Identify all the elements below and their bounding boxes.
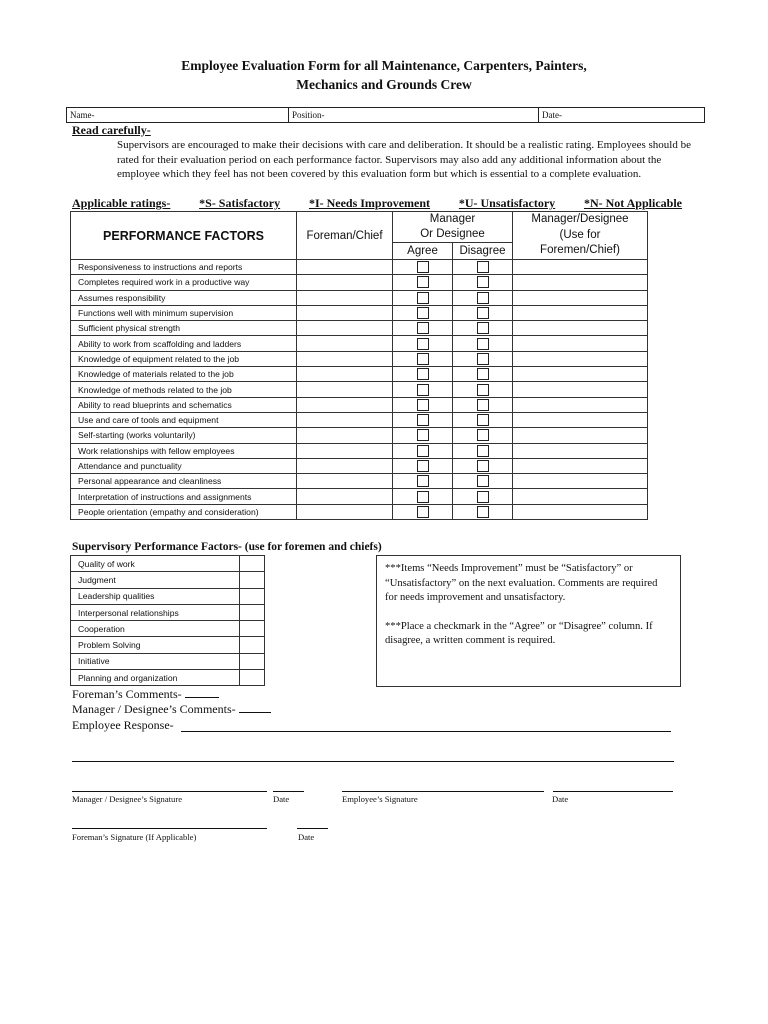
col-header-factors: PERFORMANCE FACTORS [71,212,297,260]
table-row [71,321,648,336]
factor-label: Ability to work from scaffolding and ladders [71,336,297,351]
agree-checkbox[interactable] [417,475,429,487]
agree-cell [393,428,453,443]
agree-checkbox[interactable] [417,261,429,273]
disagree-cell [453,504,513,519]
table-row [71,351,648,366]
foreman-rating-cell[interactable] [297,474,393,489]
col-header-manager-designee [513,212,648,260]
foreman-signature-line[interactable] [72,828,267,829]
disagree-cell [453,412,513,427]
factor-label: Work relationships with fellow employees [71,443,297,458]
agree-cell [393,275,453,290]
disagree-checkbox[interactable] [477,307,489,319]
col-header-manager-line2: Or Designee [420,228,485,240]
supervisory-factor-label: Initiative [71,653,240,669]
foreman-rating-cell[interactable] [297,260,393,275]
disagree-cell [453,351,513,366]
agree-checkbox[interactable] [417,338,429,350]
factor-label: Sufficient physical strength [71,321,297,336]
manager-comments-line[interactable] [239,702,271,713]
manager-rating-cell[interactable] [513,428,648,443]
ratings-label: Applicable ratings- [72,196,171,210]
agree-cell [393,321,453,336]
table-row [71,260,648,275]
agree-checkbox[interactable] [417,429,429,441]
disagree-cell [453,443,513,458]
performance-factors-body [71,260,648,520]
performance-factors-table [70,211,648,520]
foreman-date-line[interactable] [297,828,328,829]
agree-cell [393,458,453,473]
ratings-legend [72,196,682,211]
agree-cell [393,336,453,351]
foreman-rating-cell[interactable] [297,428,393,443]
supervisory-rating-cell[interactable] [240,621,265,637]
agree-cell [393,489,453,504]
agree-cell [393,443,453,458]
note-checkmark: ***Place a checkmark in the “Agree” or “Disagree” column. If disagree, a written comment is required. [385,620,653,646]
employee-signature-label: Employee’s Signature [342,794,418,804]
manager-rating-cell[interactable] [513,305,648,320]
agree-checkbox[interactable] [417,506,429,518]
table-row [71,367,648,382]
agree-checkbox[interactable] [417,322,429,334]
table-row [71,428,648,443]
foreman-rating-cell[interactable] [297,305,393,320]
employee-signature-line[interactable] [342,791,544,792]
factor-label: Functions well with minimum supervision [71,305,297,320]
manager-rating-cell[interactable] [513,474,648,489]
supervisory-rating-cell[interactable] [240,604,265,620]
employee-info-row [66,107,705,123]
agree-cell [393,474,453,489]
manager-rating-cell[interactable] [513,458,648,473]
disagree-checkbox[interactable] [477,506,489,518]
disagree-cell [453,382,513,397]
date-field[interactable]: Date- [542,110,562,120]
manager-rating-cell[interactable] [513,489,648,504]
manager-signature-label: Manager / Designee’s Signature [72,794,183,804]
table-row [71,474,648,489]
agree-cell [393,412,453,427]
disagree-checkbox[interactable] [477,414,489,426]
manager-rating-cell[interactable] [513,336,648,351]
agree-checkbox[interactable] [417,292,429,304]
foreman-rating-cell[interactable] [297,443,393,458]
manager-rating-cell[interactable] [513,290,648,305]
col-header-md-line3: Foremen/Chief) [540,244,620,257]
supervisory-rating-cell[interactable] [240,653,265,669]
rating-unsatisfactory: *U- Unsatisfactory [458,196,556,210]
instructions-body: Supervisors are encouraged to make their decisions with care and deliberation. It should be a realistic rating. Employees should be rated for their evaluation period on each performance factor. Supervisors may also add any additional information about the employee which they feel has not been covered by this evaluation form but which is essential to a complete evaluation. [117,139,691,181]
table-row [71,382,648,397]
supervisory-factor-label: Problem Solving [71,637,240,653]
disagree-cell [453,321,513,336]
manager-comments [72,702,271,717]
manager-date-label: Date [273,794,290,804]
employee-response [72,718,174,733]
foreman-rating-cell[interactable] [297,489,393,504]
supervisory-factor-label: Cooperation [71,621,240,637]
disagree-checkbox[interactable] [477,338,489,350]
disagree-checkbox[interactable] [477,445,489,457]
supervisory-rating-cell[interactable] [240,556,265,572]
supervisory-rating-cell[interactable] [240,572,265,588]
table-row [71,653,265,669]
foreman-rating-cell[interactable] [297,336,393,351]
foreman-rating-cell[interactable] [297,504,393,519]
table-row [71,397,648,412]
foreman-rating-cell[interactable] [297,382,393,397]
supervisory-factor-label: Interpersonal relationships [71,604,240,620]
manager-date-line[interactable] [273,791,304,792]
table-row [71,290,648,305]
agree-cell [393,367,453,382]
foreman-rating-cell[interactable] [297,412,393,427]
foreman-rating-cell[interactable] [297,351,393,366]
manager-rating-cell[interactable] [513,382,648,397]
notes-box [376,555,681,687]
manager-rating-cell[interactable] [513,443,648,458]
agree-checkbox[interactable] [417,353,429,365]
agree-cell [393,382,453,397]
supervisory-rating-cell[interactable] [240,588,265,604]
factor-label: Knowledge of materials related to the job [71,367,297,382]
manager-rating-cell[interactable] [513,260,648,275]
foreman-rating-cell[interactable] [297,290,393,305]
disagree-checkbox[interactable] [477,261,489,273]
agree-checkbox[interactable] [417,414,429,426]
disagree-cell [453,336,513,351]
table-row [71,458,648,473]
supervisory-factor-label: Quality of work [71,556,240,572]
table-row [71,443,648,458]
foreman-rating-cell[interactable] [297,458,393,473]
col-header-disagree: Disagree [453,243,513,260]
foreman-rating-cell[interactable] [297,321,393,336]
supervisory-rating-cell[interactable] [240,637,265,653]
agree-cell [393,504,453,519]
foreman-date-label: Date [298,832,315,842]
foreman-rating-cell[interactable] [297,397,393,412]
rating-not-applicable: *N- Not Applicable [583,196,682,210]
agree-checkbox[interactable] [417,445,429,457]
foreman-rating-cell[interactable] [297,367,393,382]
disagree-checkbox[interactable] [477,292,489,304]
table-row [71,275,648,290]
disagree-checkbox[interactable] [477,368,489,380]
col-header-manager-line1: Manager [429,213,476,225]
disagree-cell [453,305,513,320]
factor-label: Ability to read blueprints and schematics [71,397,297,412]
agree-checkbox[interactable] [417,368,429,380]
disagree-cell [453,367,513,382]
agree-cell [393,305,453,320]
disagree-cell [453,489,513,504]
position-field[interactable]: Position- [289,108,539,122]
factor-label: Knowledge of methods related to the job [71,382,297,397]
disagree-checkbox[interactable] [477,399,489,411]
factor-label: Responsiveness to instructions and reports [71,260,297,275]
factor-label: Use and care of tools and equipment [71,412,297,427]
table-row [71,588,265,604]
disagree-cell [453,474,513,489]
employee-date-label: Date [552,794,569,804]
agree-cell [393,290,453,305]
employee-response-line-2[interactable] [72,761,674,762]
manager-rating-cell[interactable] [513,367,648,382]
factor-label: Completes required work in a productive way [71,275,297,290]
instructions-heading: Read carefully- [72,123,151,137]
manager-comments-label: Manager / Designee’s Comments- [72,702,236,716]
table-row [71,336,648,351]
table-row [71,305,648,320]
manager-signature-line[interactable] [72,791,267,792]
supervisory-rating-cell[interactable] [240,670,265,686]
disagree-cell [453,458,513,473]
table-row [71,604,265,620]
disagree-cell [453,275,513,290]
agree-checkbox[interactable] [417,307,429,319]
col-header-md-line2: (Use for [559,228,601,241]
table-row [71,670,265,686]
table-row [71,412,648,427]
disagree-checkbox[interactable] [477,322,489,334]
disagree-cell [453,397,513,412]
foreman-comments-line[interactable] [185,687,219,698]
table-row [71,504,648,519]
name-field[interactable]: Name- [67,108,289,122]
disagree-checkbox[interactable] [477,384,489,396]
col-header-md-line1: Manager/Designee [531,213,629,226]
factor-label: Interpretation of instructions and assignments [71,489,297,504]
rating-satisfactory: *S- Satisfactory [199,196,281,210]
disagree-checkbox[interactable] [477,491,489,503]
agree-cell [393,260,453,275]
rating-needs-improvement: *I- Needs Improvement [308,196,431,210]
agree-checkbox[interactable] [417,399,429,411]
manager-rating-cell[interactable] [513,504,648,519]
disagree-checkbox[interactable] [477,475,489,487]
disagree-cell [453,260,513,275]
agree-checkbox[interactable] [417,384,429,396]
employee-response-label: Employee Response- [72,718,174,732]
disagree-checkbox[interactable] [477,353,489,365]
manager-rating-cell[interactable] [513,321,648,336]
foreman-comments [72,687,219,702]
disagree-cell [453,428,513,443]
supervisory-factors-table [70,555,265,686]
table-row [71,621,265,637]
factor-label: Personal appearance and cleanliness [71,474,297,489]
table-row [71,572,265,588]
factor-label: Attendance and punctuality [71,458,297,473]
factor-label: People orientation (empathy and consideration) [71,504,297,519]
col-header-agree: Agree [393,243,453,260]
supervisory-heading: Supervisory Performance Factors- (use for foremen and chiefs) [72,541,382,553]
supervisory-factor-label: Planning and organization [71,670,240,686]
agree-checkbox[interactable] [417,460,429,472]
disagree-checkbox[interactable] [477,460,489,472]
form-title [0,56,768,94]
disagree-checkbox[interactable] [477,276,489,288]
manager-rating-cell[interactable] [513,275,648,290]
agree-checkbox[interactable] [417,276,429,288]
manager-rating-cell[interactable] [513,351,648,366]
factor-label: Knowledge of equipment related to the job [71,351,297,366]
table-row [71,556,265,572]
agree-checkbox[interactable] [417,491,429,503]
form-title-line2: Mechanics and Grounds Crew [296,77,472,92]
factor-label: Self-starting (works voluntarily) [71,428,297,443]
supervisory-factor-label: Judgment [71,572,240,588]
manager-rating-cell[interactable] [513,412,648,427]
manager-rating-cell[interactable] [513,397,648,412]
agree-cell [393,351,453,366]
employee-response-line-1[interactable] [181,731,671,732]
disagree-checkbox[interactable] [477,429,489,441]
foreman-signature-label: Foreman’s Signature (If Applicable) [72,832,197,842]
col-header-foreman: Foreman/Chief [297,212,393,260]
note-needs-improvement: ***Items “Needs Improvement” must be “Satisfactory” or “Unsatisfactory” on the next evaluation. Comments are required for needs improvement and unsatisfactory. [385,563,658,603]
foreman-comments-label: Foreman’s Comments- [72,687,182,701]
table-row [71,489,648,504]
disagree-cell [453,290,513,305]
supervisory-factor-label: Leadership qualities [71,588,240,604]
foreman-rating-cell[interactable] [297,275,393,290]
agree-cell [393,397,453,412]
employee-date-line[interactable] [553,791,673,792]
table-row [71,637,265,653]
col-header-manager [393,212,513,243]
form-title-line1: Employee Evaluation Form for all Maintenance, Carpenters, Painters, [181,58,587,73]
factor-label: Assumes responsibility [71,290,297,305]
